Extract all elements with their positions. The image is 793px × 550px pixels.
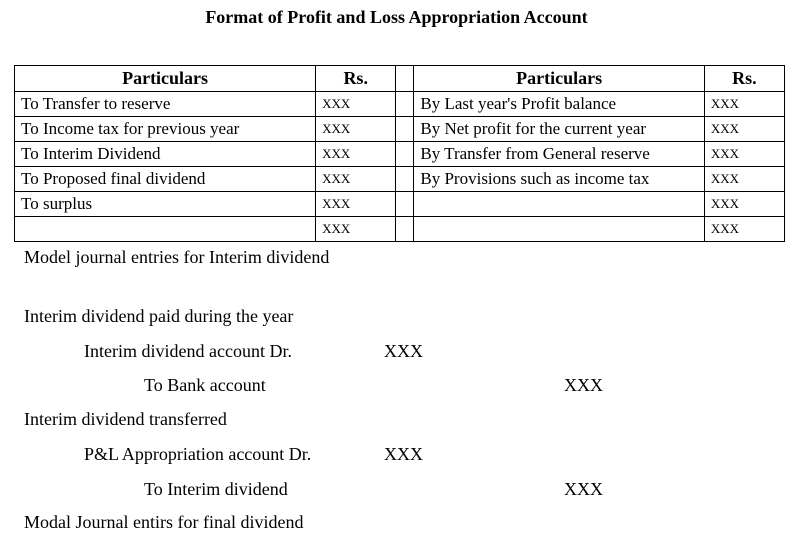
- spacer-cell: [396, 217, 414, 242]
- table-row: [15, 217, 785, 242]
- table-row: [15, 142, 785, 167]
- entry2-debit-amount: XXX: [384, 444, 423, 464]
- header-right-rs: Rs.: [704, 66, 784, 92]
- spacer-cell: [396, 192, 414, 217]
- entry1-debit-amount: XXX: [384, 341, 423, 361]
- right-amount: XXX: [704, 192, 784, 217]
- header-spacer: [396, 66, 414, 92]
- table-row: [15, 192, 785, 217]
- header-left-particulars: Particulars: [15, 66, 316, 92]
- left-amount: XXX: [316, 192, 396, 217]
- right-particular: [414, 192, 704, 217]
- table-row: [15, 117, 785, 142]
- header-left-rs: Rs.: [316, 66, 396, 92]
- left-amount: XXX: [316, 167, 396, 192]
- right-particular: By Last year's Profit balance: [414, 92, 704, 117]
- spacer-cell: [396, 142, 414, 167]
- entry1-debit: Interim dividend account Dr.: [84, 341, 292, 361]
- left-amount: XXX: [316, 142, 396, 167]
- left-amount: XXX: [316, 92, 396, 117]
- final-dividend-heading: Modal Journal entirs for final dividend: [24, 512, 304, 532]
- left-particular: To Income tax for previous year: [15, 117, 316, 142]
- right-amount: XXX: [704, 167, 784, 192]
- spacer-cell: [396, 117, 414, 142]
- right-amount: XXX: [704, 92, 784, 117]
- left-particular: To Interim Dividend: [15, 142, 316, 167]
- table-row: [15, 167, 785, 192]
- spacer-cell: [396, 92, 414, 117]
- left-particular: To Proposed final dividend: [15, 167, 316, 192]
- entry1-title: Interim dividend paid during the year: [24, 306, 294, 326]
- appropriation-account-table: [14, 65, 785, 242]
- journal-heading: Model journal entries for Interim dividend: [24, 247, 330, 267]
- entry2-debit: P&L Appropriation account Dr.: [84, 444, 312, 464]
- right-amount: XXX: [704, 217, 784, 242]
- left-amount: XXX: [316, 217, 396, 242]
- entry2-title: Interim dividend transferred: [24, 409, 227, 429]
- left-amount: XXX: [316, 117, 396, 142]
- right-particular: By Provisions such as income tax: [414, 167, 704, 192]
- right-particular: By Net profit for the current year: [414, 117, 704, 142]
- table-header-row: [15, 66, 785, 92]
- right-particular: By Transfer from General reserve: [414, 142, 704, 167]
- right-amount: XXX: [704, 117, 784, 142]
- entry2-credit: To Interim dividend: [144, 479, 288, 499]
- entry2-credit-amount: XXX: [564, 479, 603, 499]
- left-particular: To Transfer to reserve: [15, 92, 316, 117]
- table-row: [15, 92, 785, 117]
- header-right-particulars: Particulars: [414, 66, 704, 92]
- right-amount: XXX: [704, 142, 784, 167]
- page-title: Format of Profit and Loss Appropriation Account: [205, 7, 588, 27]
- entry1-credit: To Bank account: [144, 375, 266, 395]
- right-particular: [414, 217, 704, 242]
- entry1-credit-amount: XXX: [564, 375, 603, 395]
- left-particular: To surplus: [15, 192, 316, 217]
- left-particular: [15, 217, 316, 242]
- spacer-cell: [396, 167, 414, 192]
